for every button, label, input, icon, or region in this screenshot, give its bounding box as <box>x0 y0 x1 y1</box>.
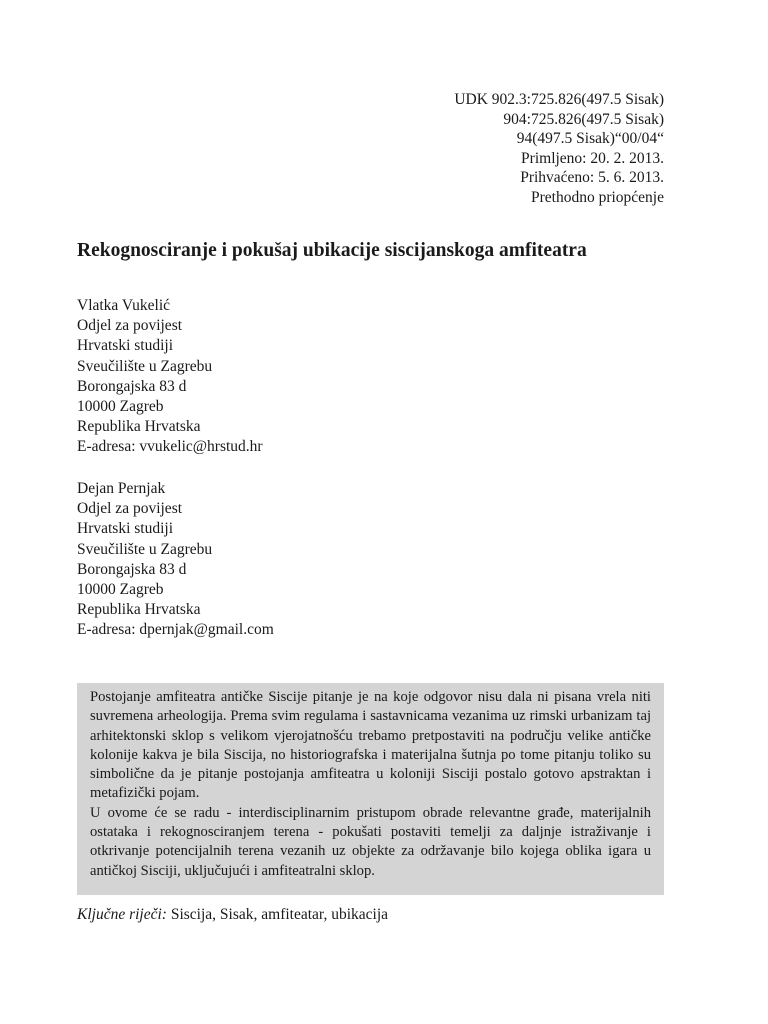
keywords-line <box>77 905 388 925</box>
udk-code-3: 94(497.5 Sisak)“00/04“ <box>516 130 664 148</box>
author-department: Odjel za povijest <box>77 317 183 335</box>
article-type: Prethodno priopćenje <box>530 188 664 206</box>
author-email: E-adresa: dpernjak@gmail.com <box>77 621 274 639</box>
abstract-paragraph: Postojanje amfiteatra antičke Siscije pitanje je na koje odgovor nisu dala ni pisana vrela niti suvremena arheologija. Prema svim regulama i sastavnicama vezanima uz rimski urbanizam taj arhitektonski sklop s velikom vjerojatnošću trebamo pretpostaviti na području velike antičke kolonije kakva je bila Siscija, no historiografska i materijalna šutnja po tome pitanju toliko su simbolične da je pitanje postojanja amfiteatra u koloniji Sisciji postalo gotovo apstraktan i metafizički pojam. <box>90 689 651 802</box>
author-university: Sveučilište u Zagrebu <box>77 357 213 375</box>
article-metadata <box>454 90 664 208</box>
author-street: Borongajska 83 d <box>77 377 187 395</box>
author-city: 10000 Zagreb <box>77 581 164 599</box>
abstract-box <box>77 683 664 895</box>
author-institution: Hrvatski studiji <box>77 337 174 355</box>
author-email: E-adresa: vvukelic@hrstud.hr <box>77 438 263 456</box>
author-block <box>77 296 263 458</box>
author-country: Republika Hrvatska <box>77 601 201 619</box>
author-name: Vlatka Vukelić <box>77 297 171 314</box>
paper-title: Rekognosciranje i pokušaj ubikacije siscijanskoga amfiteatra <box>77 240 587 261</box>
keywords-label: Ključne riječi: <box>77 906 167 923</box>
author-country: Republika Hrvatska <box>77 418 201 436</box>
author-university: Sveučilište u Zagrebu <box>77 540 213 558</box>
abstract-paragraph: U ovome će se radu - interdisciplinarnim pristupom obrade relevantne građe, materijalnih ostataka i rekognosciranjem terena - pokušati postaviti temelji za daljnje istraživanje i otkrivanje potencijalnih terena vezanih uz objekte za održavanje bilo kojega oblika igara u antičkoj Sisciji, uključujući i amfiteatralni sklop. <box>90 804 651 879</box>
received-date: Primljeno: 20. 2. 2013. <box>521 149 664 167</box>
author-institution: Hrvatski studiji <box>77 520 174 538</box>
author-block <box>77 479 274 641</box>
author-name: Dejan Pernjak <box>77 480 166 497</box>
author-city: 10000 Zagreb <box>77 398 164 416</box>
accepted-date: Prihvaćeno: 5. 6. 2013. <box>520 169 664 187</box>
keywords-list: Siscija, Sisak, amfiteatar, ubikacija <box>166 906 389 923</box>
author-street: Borongajska 83 d <box>77 560 187 578</box>
udk-code-2: 904:725.826(497.5 Sisak) <box>503 110 664 128</box>
udk-code-1: UDK 902.3:725.826(497.5 Sisak) <box>454 91 664 108</box>
author-department: Odjel za povijest <box>77 500 183 518</box>
